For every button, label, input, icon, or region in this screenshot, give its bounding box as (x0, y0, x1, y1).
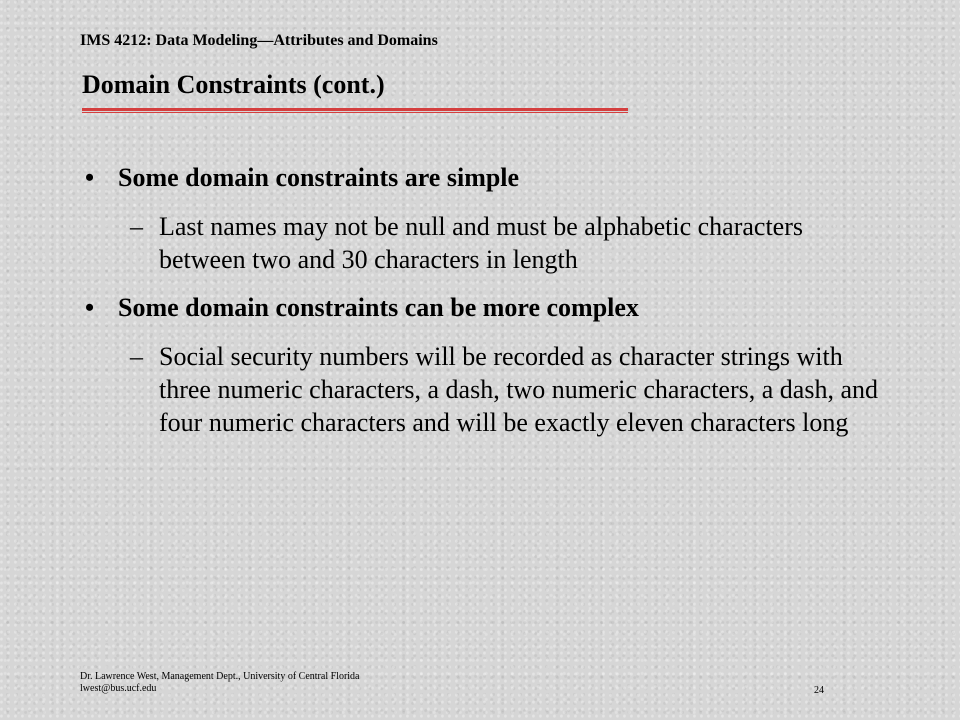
author-affiliation: Dr. Lawrence West, Management Dept., University of Central Florida (80, 671, 360, 682)
title-underline (82, 108, 628, 113)
sub-bullet-text: Last names may not be null and must be alphabetic characters between two and 30 characters in length (159, 212, 803, 274)
dash-icon: – (130, 212, 143, 241)
footer-author (80, 671, 360, 695)
slide-title: Domain Constraints (cont.) (82, 70, 385, 99)
bullet-text: Some domain constraints are simple (118, 163, 520, 192)
sub-bullet-text: Social security numbers will be recorded as character strings with three numeric characters, a dash, two numeric characters, a dash, and four numeric characters and will be exactly eleven characters long (159, 342, 878, 437)
author-email: lwest@bus.ucf.edu (80, 683, 157, 694)
sub-bullet-item-1 (130, 210, 890, 276)
bullet-icon: • (85, 293, 95, 322)
course-header: IMS 4212: Data Modeling—Attributes and Domains (80, 32, 438, 49)
bullet-item-2 (85, 293, 639, 323)
sub-bullet-item-2 (130, 340, 890, 439)
bullet-item-1 (85, 163, 519, 193)
bullet-icon: • (85, 163, 95, 192)
dash-icon: – (130, 342, 143, 371)
page-number: 24 (814, 685, 824, 696)
bullet-text: Some domain constraints can be more complex (118, 293, 639, 322)
